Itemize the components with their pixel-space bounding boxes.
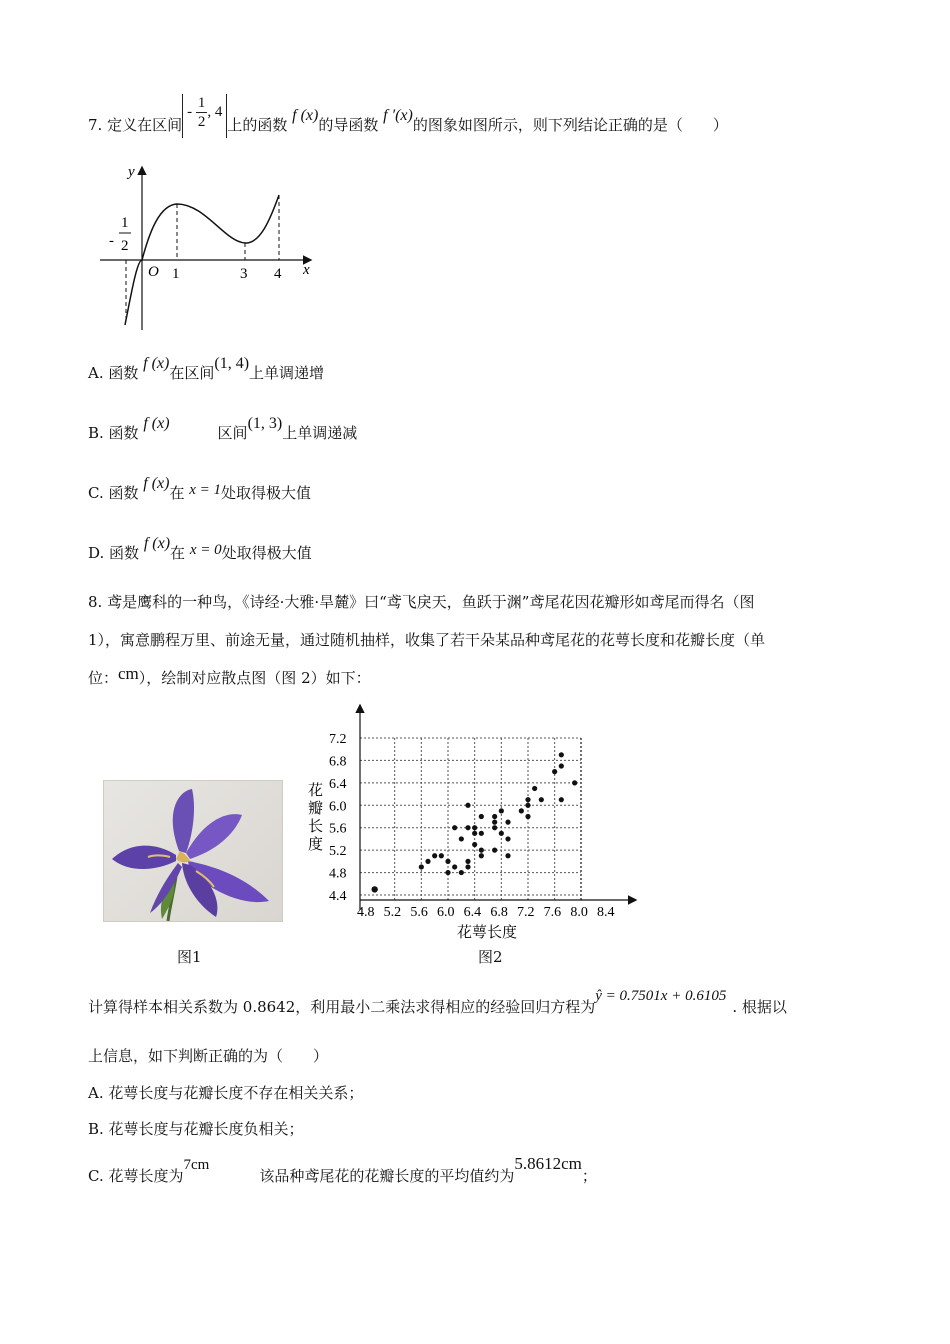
origin-label: O <box>148 264 159 280</box>
scatter-point <box>479 853 484 858</box>
tick-label-1: 1 <box>172 266 180 282</box>
scatter-x-label: 花萼长度 <box>457 925 518 941</box>
figure1-caption: 图1 <box>177 948 202 966</box>
regression-equation: ŷ = 0.7501x + 0.6105 <box>595 988 727 1004</box>
option-d-cond: x = 0 <box>189 542 222 558</box>
x-axis-label: x <box>303 262 310 278</box>
y-label-char: 长 <box>308 819 324 835</box>
y-tick-label: 6.0 <box>329 799 347 815</box>
y-label-char: 度 <box>308 837 324 853</box>
scatter-y-label <box>308 781 323 853</box>
figure2-caption: 图2 <box>478 948 503 966</box>
q8-option-b[interactable]: B. 花萼长度与花瓣长度负相关； <box>88 1120 304 1138</box>
scatter-point <box>505 820 510 825</box>
q7-prefix: 7. 定义在区间 <box>88 116 183 134</box>
q7-option-c[interactable]: C. 函数 f (x)在 x = 1处取得极大值 <box>88 475 312 502</box>
q8-regression-line: 计算得样本相关系数为 0.8642，利用最小二乘法求得相应的经验回归方程为ŷ = 0.7501x + 0.6105. 根据以 <box>88 988 787 1016</box>
y-tick-label: 4.4 <box>329 889 347 904</box>
scatter-point <box>492 820 497 825</box>
scatter-point <box>472 842 477 847</box>
q7-option-a[interactable]: A. 函数 f (x)在区间(1, 4)上单调递增 <box>88 355 325 382</box>
x-tick-label: 6.4 <box>463 905 482 920</box>
q8-line1: 8. 鸢是鹰科的一种鸟，《诗经·大雅·旱麓》曰“鸢飞戾天，鱼跃于渊”鸢尾花因花瓣形如鸢尾而得名（图 <box>88 593 755 611</box>
q7-interval-fraction: $\frac{1}{2}$ <box>197 95 206 130</box>
option-c-cond: x = 1 <box>189 482 222 498</box>
q7-interval: - $\frac{1}{2}$ , 4 <box>182 94 227 138</box>
scatter-point <box>499 831 504 836</box>
y-tick-label: 6.4 <box>329 776 347 792</box>
x-tick-label: 8.0 <box>570 905 588 920</box>
iris-flower-image <box>103 780 283 922</box>
scatter-point <box>419 864 424 869</box>
x-tick-label: 5.6 <box>410 905 428 920</box>
scatter-point <box>465 803 470 808</box>
scatter-point <box>465 864 470 869</box>
scatter-point <box>465 825 470 830</box>
scatter-grid <box>360 738 581 900</box>
q7-option-b[interactable]: B. 函数 f (x)区间(1, 3)上单调递减 <box>88 415 358 442</box>
unit-cm: cm <box>118 664 139 683</box>
scatter-point <box>525 803 530 808</box>
scatter-point <box>479 848 484 853</box>
scatter-point <box>539 797 544 802</box>
x-tick-label: 7.6 <box>543 905 562 920</box>
scatter-point <box>525 797 530 802</box>
scatter-point <box>452 864 457 869</box>
scatter-point <box>439 853 444 858</box>
scatter-plot <box>305 700 640 945</box>
scatter-point <box>492 825 497 830</box>
q7-suffix: 的图象如图所示，则下列结论正确的是（ ） <box>412 116 728 134</box>
iris-flower-drawing <box>104 781 282 921</box>
q8-line5: 上信息，如下判断正确的为（ ） <box>88 1047 329 1065</box>
tick-label-3: 3 <box>240 266 248 282</box>
scatter-point <box>492 814 497 819</box>
scatter-point <box>492 848 497 853</box>
scatter-point <box>452 825 457 830</box>
scatter-point <box>559 752 564 757</box>
scatter-point <box>559 797 564 802</box>
tick-label-4: 4 <box>274 266 282 282</box>
scatter-point <box>505 836 510 841</box>
scatter-point <box>425 859 430 864</box>
scatter-point <box>459 836 464 841</box>
scatter-point <box>445 870 450 875</box>
scatter-point <box>371 886 377 892</box>
x-tick-label: 6.0 <box>437 905 455 920</box>
option-d-fx: f (x) <box>143 535 171 552</box>
scatter-point <box>432 853 437 858</box>
q8-option-c[interactable]: C. 花萼长度为7cm该品种鸢尾花的花瓣长度的平均值约为5.8612cm； <box>88 1154 597 1185</box>
y-label-char: 瓣 <box>308 801 324 817</box>
optc-value-mean: 5.8612cm <box>514 1154 582 1173</box>
scatter-point <box>472 831 477 836</box>
neg-half-sign: - <box>109 233 114 249</box>
scatter-point <box>532 786 537 791</box>
q7-stem <box>88 95 728 148</box>
y-tick-label: 7.2 <box>329 732 347 747</box>
x-tick-label: 7.2 <box>517 905 535 920</box>
y-tick-label: 4.8 <box>329 866 347 882</box>
option-a-fx: f (x) <box>143 355 170 372</box>
q7-mid1: 上的函数 <box>227 116 288 134</box>
q8-option-a[interactable]: A. 花萼长度与花瓣长度不存在相关关系； <box>88 1084 364 1102</box>
q7-fx: f (x) <box>292 107 319 124</box>
scatter-point <box>459 870 464 875</box>
scatter-point <box>525 814 530 819</box>
scatter-point <box>472 825 477 830</box>
q7-fpx: f ′(x) <box>383 107 413 124</box>
q8-line3: 位：cm），绘制对应散点图（图 2）如下： <box>88 664 371 687</box>
x-tick-label: 4.8 <box>357 905 375 920</box>
x-tick-label: 6.8 <box>490 905 508 920</box>
neg-half-num: 1 <box>121 215 129 231</box>
optc-value-7cm: 7cm <box>183 1157 210 1173</box>
y-axis-label: y <box>128 164 135 180</box>
scatter-point <box>572 780 577 785</box>
x-tick-label: 5.2 <box>383 905 402 920</box>
scatter-tick-labels <box>329 732 615 920</box>
q7-option-d[interactable]: D. 函数 f (x)在 x = 0处取得极大值 <box>88 535 312 562</box>
y-label-char: 花 <box>308 783 324 799</box>
scatter-point <box>559 763 564 768</box>
scatter-point <box>552 769 557 774</box>
scatter-point <box>499 808 504 813</box>
derivative-graph <box>95 160 335 340</box>
scatter-point <box>465 859 470 864</box>
q7-mid2: 的导函数 <box>318 116 379 134</box>
scatter-point <box>519 808 524 813</box>
option-b-fx: f (x) <box>143 415 170 432</box>
y-tick-label: 5.2 <box>329 844 347 860</box>
scatter-point <box>479 814 484 819</box>
option-a-interval: (1, 4) <box>214 355 250 372</box>
x-tick-label: 8.4 <box>597 905 615 920</box>
option-c-fx: f (x) <box>143 475 170 492</box>
option-b-interval: (1, 3) <box>247 415 283 432</box>
scatter-point <box>479 831 484 836</box>
scatter-point <box>445 859 450 864</box>
neg-half-den: 2 <box>121 238 129 254</box>
y-tick-label: 5.6 <box>329 821 347 837</box>
y-tick-label: 6.8 <box>329 754 347 770</box>
scatter-point <box>505 853 510 858</box>
q8-line2: 1），寓意鹏程万里、前途无量，通过随机抽样，收集了若干朵某品种鸢尾花的花萼长度和花瓣长度（单 <box>88 631 766 649</box>
